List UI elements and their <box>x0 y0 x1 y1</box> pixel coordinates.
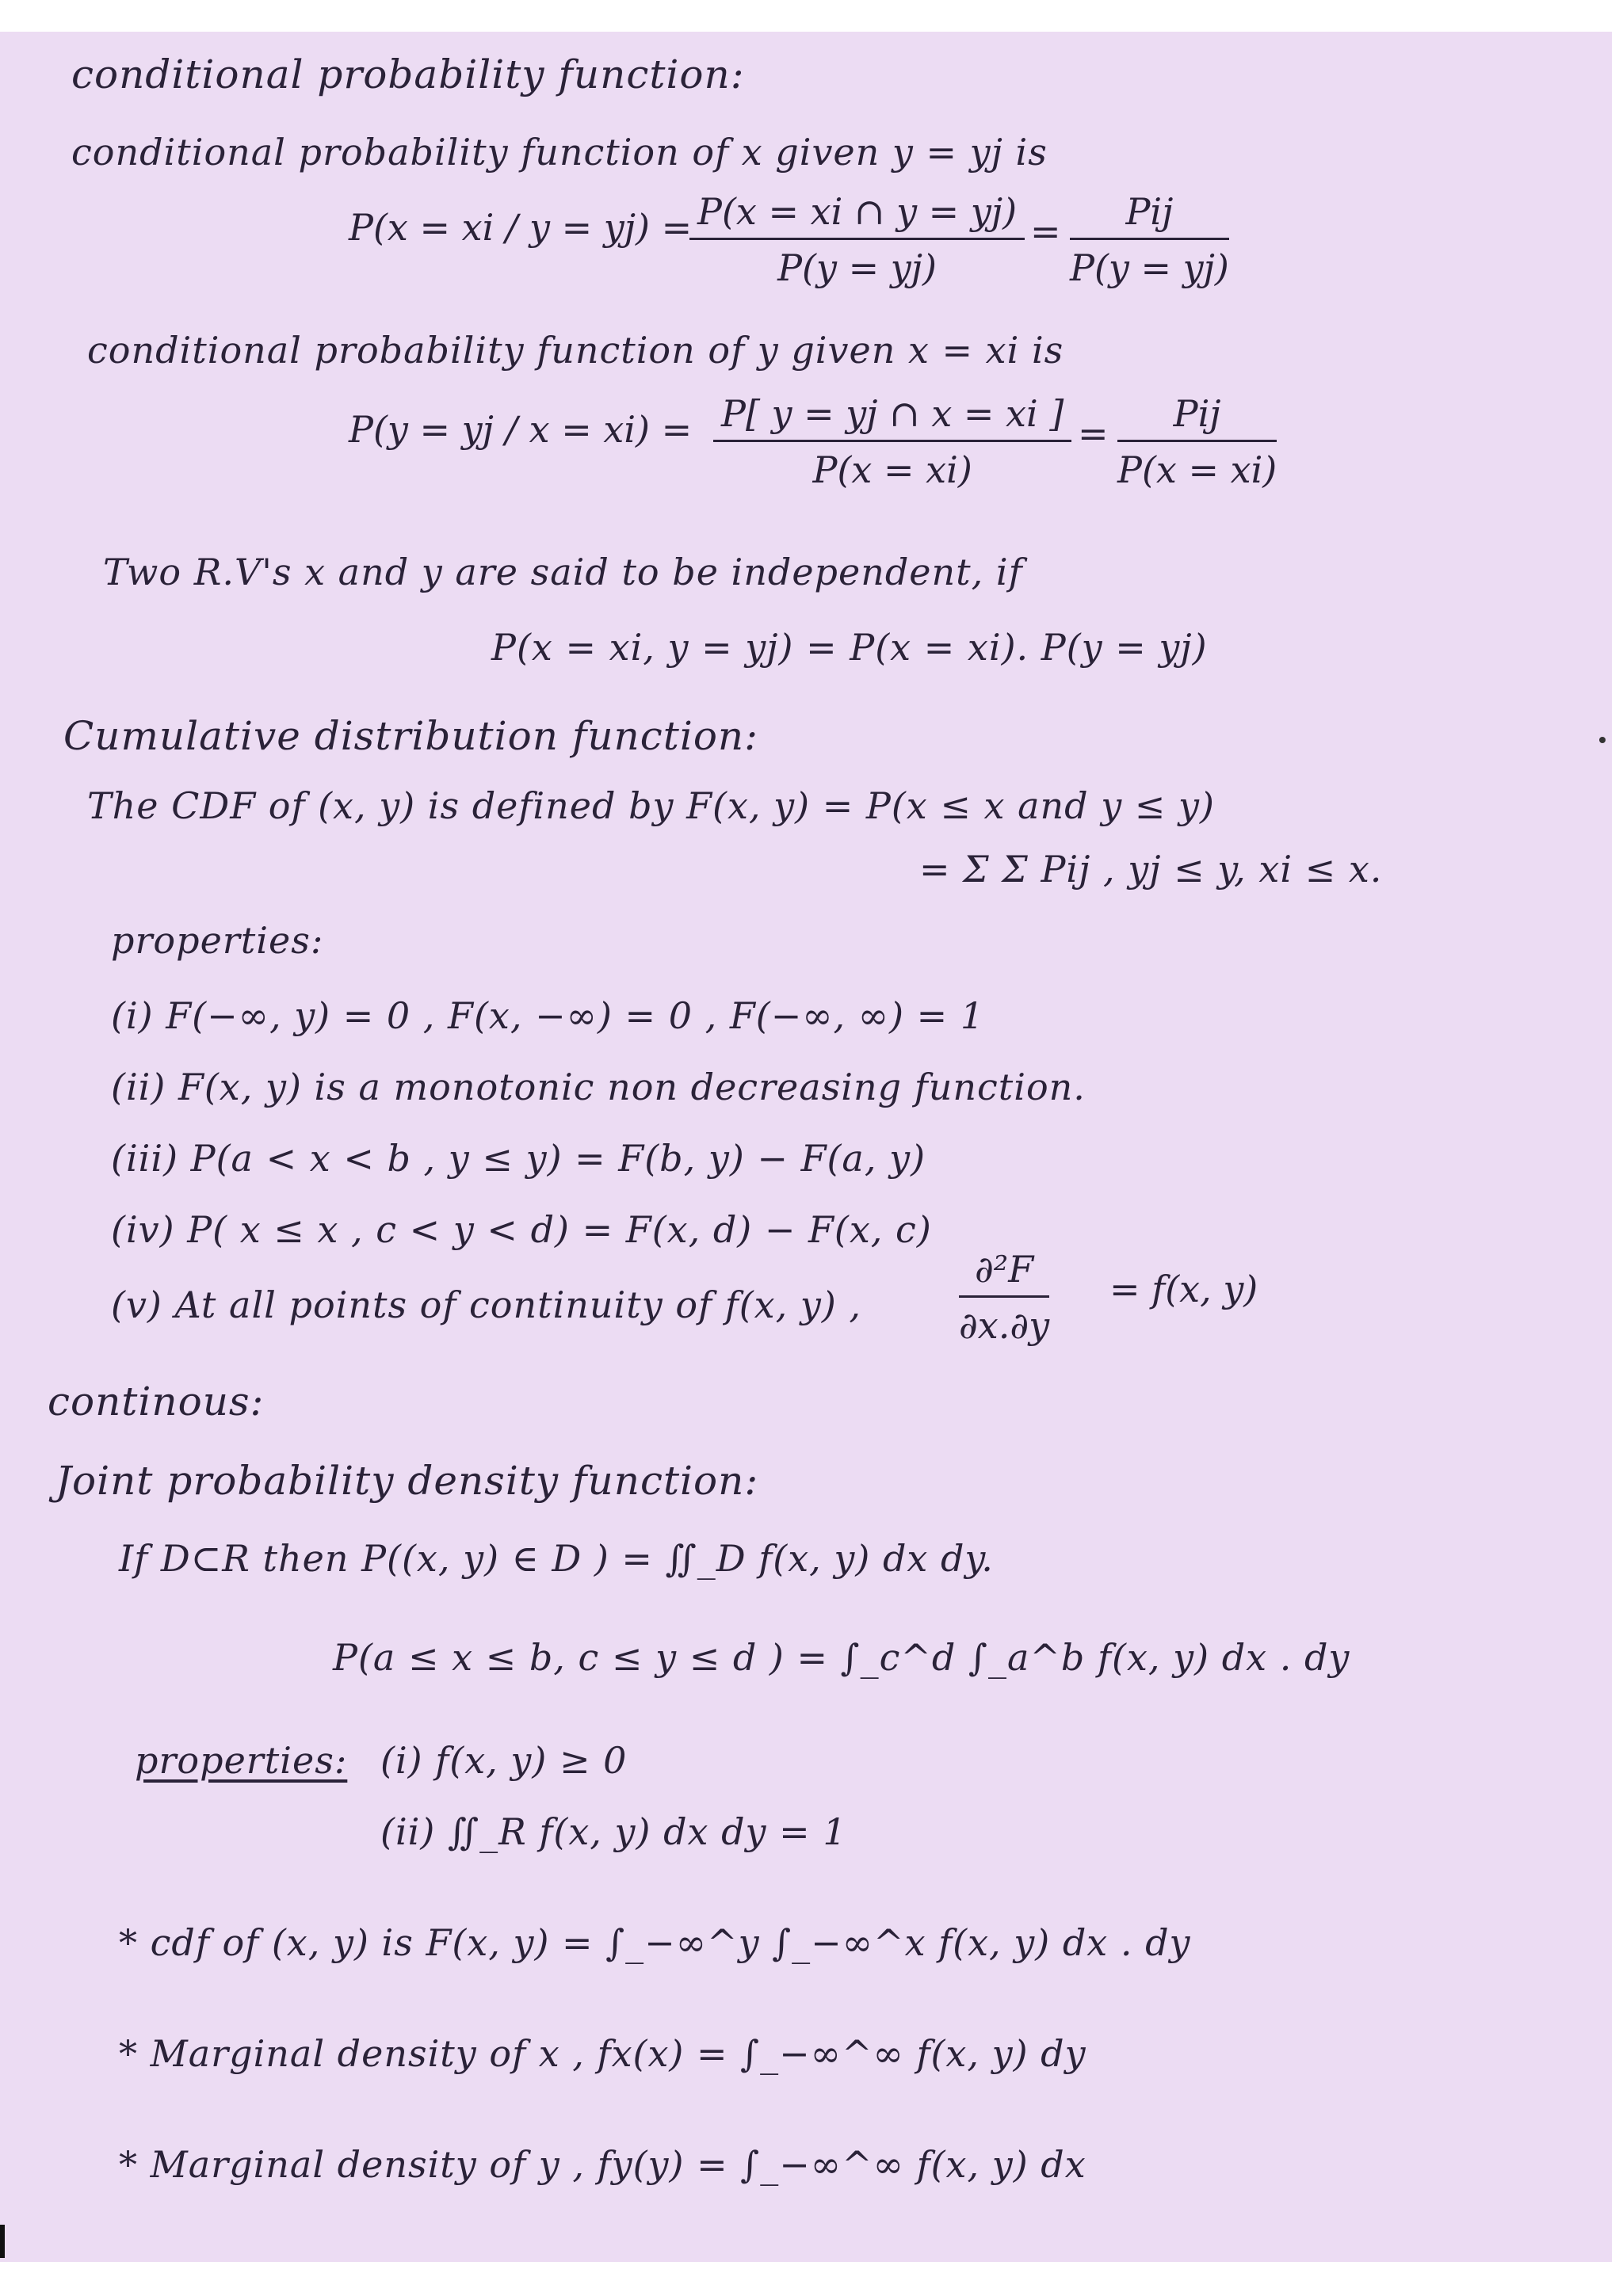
x-given-y-lhs: P(x = xi / y = yj) = <box>349 206 693 249</box>
x-given-y-denominator: P(y = yj) <box>777 246 937 289</box>
property-5: (v) At all points of continuity of f(x, y) , <box>111 1283 862 1326</box>
property-5-numerator: ∂²F <box>959 1248 1049 1298</box>
scan-edge-mark <box>0 2225 5 2258</box>
property-1: (i) F(−∞, y) = 0 , F(x, −∞) = 0 , F(−∞, ∞) = 1 <box>111 994 985 1037</box>
scan-dot <box>1599 737 1606 743</box>
joint-pdf-rectangle: P(a ≤ x ≤ b, c ≤ y ≤ d ) = ∫_c^d ∫_a^b f(x, y) dx . dy <box>333 1636 1350 1679</box>
y-given-x-fraction <box>713 392 1071 491</box>
property-5-partial <box>959 1248 1049 1347</box>
cdf-sum: = Σ Σ Pij , yj ≤ y, xi ≤ x. <box>919 848 1383 891</box>
heading-conditional-probability: conditional probability function: <box>71 51 745 97</box>
y-given-x-fraction-2 <box>1117 392 1277 491</box>
notebook-page <box>0 32 1612 2262</box>
y-given-x-denominator: P(x = xi) <box>812 448 972 491</box>
joint-pdf-region: If D⊂R then P((x, y) ∈ D ) = ∬_D f(x, y) dx dy. <box>119 1537 994 1580</box>
joint-pdf-property-2: (ii) ∬_R f(x, y) dx dy = 1 <box>380 1810 847 1853</box>
y-given-x-denominator-2: P(x = xi) <box>1117 448 1277 491</box>
property-2: (ii) F(x, y) is a monotonic non decreasing function. <box>111 1066 1086 1108</box>
property-4: (iv) P( x ≤ x , c < y < d) = F(x, d) − F(x, c) <box>111 1208 932 1251</box>
y-given-x-numerator: P[ y = yj ∩ x = xi ] <box>713 392 1071 442</box>
x-given-y-equals: = <box>1030 210 1061 253</box>
x-given-y-numerator-2: Pij <box>1070 190 1229 240</box>
x-given-y-fraction-2 <box>1070 190 1229 289</box>
heading-continuous: continous: <box>48 1379 265 1425</box>
independence-intro: Two R.V's x and y are said to be independent, if <box>103 551 1023 593</box>
heading-cdf: Cumulative distribution function: <box>63 713 758 759</box>
heading-joint-pdf: Joint probability density function: <box>55 1458 759 1504</box>
independence-formula: P(x = xi, y = yj) = P(x = xi). P(y = yj) <box>491 626 1208 669</box>
y-given-x-intro: conditional probability function of y given x = xi is <box>87 329 1064 372</box>
property-5-denominator: ∂x.∂y <box>959 1304 1050 1347</box>
x-given-y-numerator: P(x = xi ∩ y = yj) <box>689 190 1025 240</box>
joint-pdf-properties-label: properties: <box>135 1739 348 1782</box>
x-given-y-intro: conditional probability function of x given y = yj is <box>71 131 1048 174</box>
x-given-y-denominator-2: P(y = yj) <box>1070 246 1229 289</box>
marginal-density-y: * Marginal density of y , fy(y) = ∫_−∞^∞ f(x, y) dx <box>119 2143 1086 2186</box>
x-given-y-fraction <box>689 190 1025 289</box>
y-given-x-numerator-2: Pij <box>1117 392 1277 442</box>
y-given-x-equals: = <box>1078 412 1109 455</box>
cdf-continuous: * cdf of (x, y) is F(x, y) = ∫_−∞^y ∫_−∞^x f(x, y) dx . dy <box>119 1921 1191 1964</box>
cdf-definition: The CDF of (x, y) is defined by F(x, y) = P(x ≤ x and y ≤ y) <box>87 784 1215 827</box>
properties-heading: properties: <box>111 919 324 962</box>
property-3: (iii) P(a < x < b , y ≤ y) = F(b, y) − F(a, y) <box>111 1137 926 1180</box>
property-5-rhs: = f(x, y) <box>1109 1268 1258 1310</box>
marginal-density-x: * Marginal density of x , fx(x) = ∫_−∞^∞ f(x, y) dy <box>119 2032 1086 2075</box>
y-given-x-lhs: P(y = yj / x = xi) = <box>349 408 693 451</box>
joint-pdf-property-1: (i) f(x, y) ≥ 0 <box>380 1739 628 1782</box>
